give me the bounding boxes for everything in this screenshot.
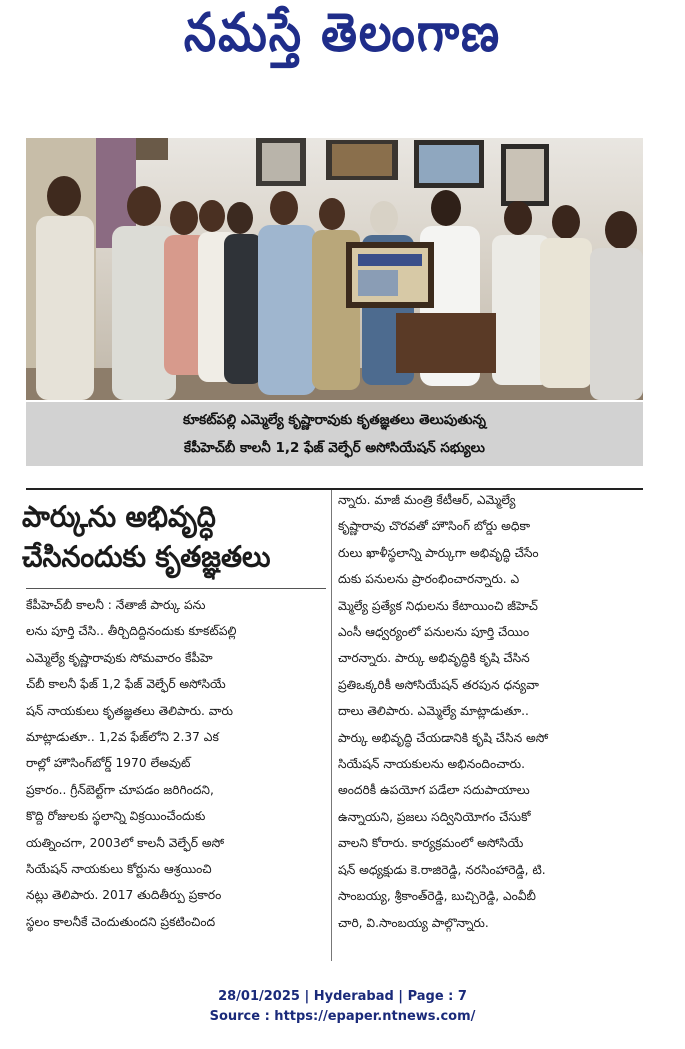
article-line: చారి, వి.సాంబయ్య పాల్గొన్నారు. — [338, 915, 489, 930]
footer-date-page: 28/01/2025 | Hyderabad | Page : 7 — [218, 989, 467, 1004]
article-line: న్నారు. మాజీ మంత్రి కేటీఆర్, ఎమ్మెల్యే — [338, 493, 516, 507]
article-line: పార్కు అభివృద్ధి చేయడానికి కృషి చేసిన అసో — [338, 730, 549, 745]
article-column-left — [26, 592, 328, 935]
article-line: ప్రతిఒక్కరికీ అసోసియేషన్ తరపున ధన్యవా — [338, 677, 539, 692]
article-line: రులు ఖాళీస్థలాన్ని పార్కుగా అభివృద్ధి చేసేం — [338, 545, 539, 560]
article-line: షన్ నాయకులు కృతజ్ఞతలు తెలిపారు. వారు — [26, 703, 233, 718]
column-divider — [331, 490, 332, 961]
headline-line-1: పార్కును అభివృద్ధి — [22, 500, 216, 535]
article-line: మ్మెల్యే ప్రత్యేక నిధులను కేటాయించి జీహెచ్ — [338, 598, 538, 613]
page-footer — [0, 987, 685, 1027]
article-line: షన్ అధ్యక్షుడు కె.రాజిరెడ్డి, నరసింహారెడ్డి, టి. — [338, 862, 546, 877]
caption-line-1: కూకట్‌పల్లి ఎమ్మెల్యే కృష్ణారావుకు కృతజ్ఞతలు తెలుపుతున్న — [183, 412, 486, 428]
article-line: స్థలం కాలనీకే చెందుతుందని ప్రకటించింద — [26, 914, 216, 929]
article-line: కొద్ది రోజులకు స్థలాన్ని విక్రయించేందుకు — [26, 809, 206, 824]
photo-caption — [26, 402, 643, 466]
group-photo-icon — [26, 138, 643, 400]
article-line: నట్లు తెలిపారు. 2017 తుదితీర్పు ప్రకారం — [26, 888, 222, 903]
article-line: కృష్ణారావు చొరవతో హౌసింగ్ బోర్డు అధికా — [338, 519, 531, 534]
caption-line-2: కేపీహెచ్‌బీ కాలనీ 1,2 ఫేజ్ వెల్ఫేర్ అసోసియేషన్ సభ్యులు — [184, 440, 485, 456]
article-line: ప్రకారం.. గ్రీన్‌బెల్ట్‌గా చూపడం జరిగిందని, — [26, 782, 214, 797]
headline-rule — [26, 588, 326, 589]
article-line: యత్నించగా, 2003లో కాలనీ వెల్ఫేర్ అసో — [26, 835, 224, 850]
article-line: సియేషన్ నాయకులు కోర్టును ఆశ్రయించి — [26, 862, 212, 877]
masthead — [0, 0, 685, 78]
article-line: ఎమ్మెల్యే కృష్ణారావుకు సోమవారం కేపీహె — [26, 650, 213, 665]
article-line: కేపీహెచ్‌బీ కాలనీ : నేతాజీ పార్కు పను — [26, 598, 206, 612]
article-line: చ్‌బీ కాలనీ ఫేజ్ 1,2 ఫేజ్ వెల్ఫేర్ అసోసియే — [26, 677, 226, 692]
article-line: లను పూర్తి చేసి.. తీర్చిదిద్దినందుకు కూకట్‌పల్లి — [26, 624, 237, 639]
article-line: దాలు తెలిపారు. ఎమ్మెల్యే మాట్లాడుతూ.. — [338, 704, 529, 719]
news-photo — [26, 138, 643, 400]
article-line: సాంబయ్య, శ్రీకాంత్‌రెడ్డి, బుచ్చిరెడ్డి, ఎంవీబీ — [338, 889, 536, 904]
article-line: సియేషన్ నాయకులను అభినందించారు. — [338, 757, 525, 772]
article-line: చారన్నారు. పార్కు అభివృద్ధికి కృషి చేసిన — [338, 651, 530, 666]
article-line: రాల్లో హౌసింగ్‌బోర్డ్ 1970 లేఅవుట్ — [26, 756, 191, 771]
headline-line-2: చేసినందుకు కృతజ్ఞతలు — [22, 540, 271, 575]
article-line: మాట్లాడుతూ.. 1,2వ ఫేజ్‌లోని 2.37 ఎక — [26, 730, 219, 745]
article-column-right — [338, 487, 643, 936]
article-line: అందరికీ ఉపయోగ పడేలా సదుపాయాలు — [338, 783, 530, 798]
article-line: ఎంసీ ఆధ్వర్యంలో పనులను పూర్తి చేయిం — [338, 625, 530, 640]
article-line: ఉన్నాయని, ప్రజలు సద్వినియోగం చేసుకో — [338, 809, 531, 824]
article-line: వాలని కోరారు. కార్యక్రమంలో అసోసియే — [338, 836, 524, 851]
footer-source: Source : https://epaper.ntnews.com/ — [209, 1009, 476, 1024]
article-line: దుకు పనులను ప్రారంభించారన్నారు. ఎ — [338, 572, 520, 587]
article-headline — [22, 498, 327, 578]
masthead-title: నమస్తే తెలంగాణ — [183, 1, 502, 64]
